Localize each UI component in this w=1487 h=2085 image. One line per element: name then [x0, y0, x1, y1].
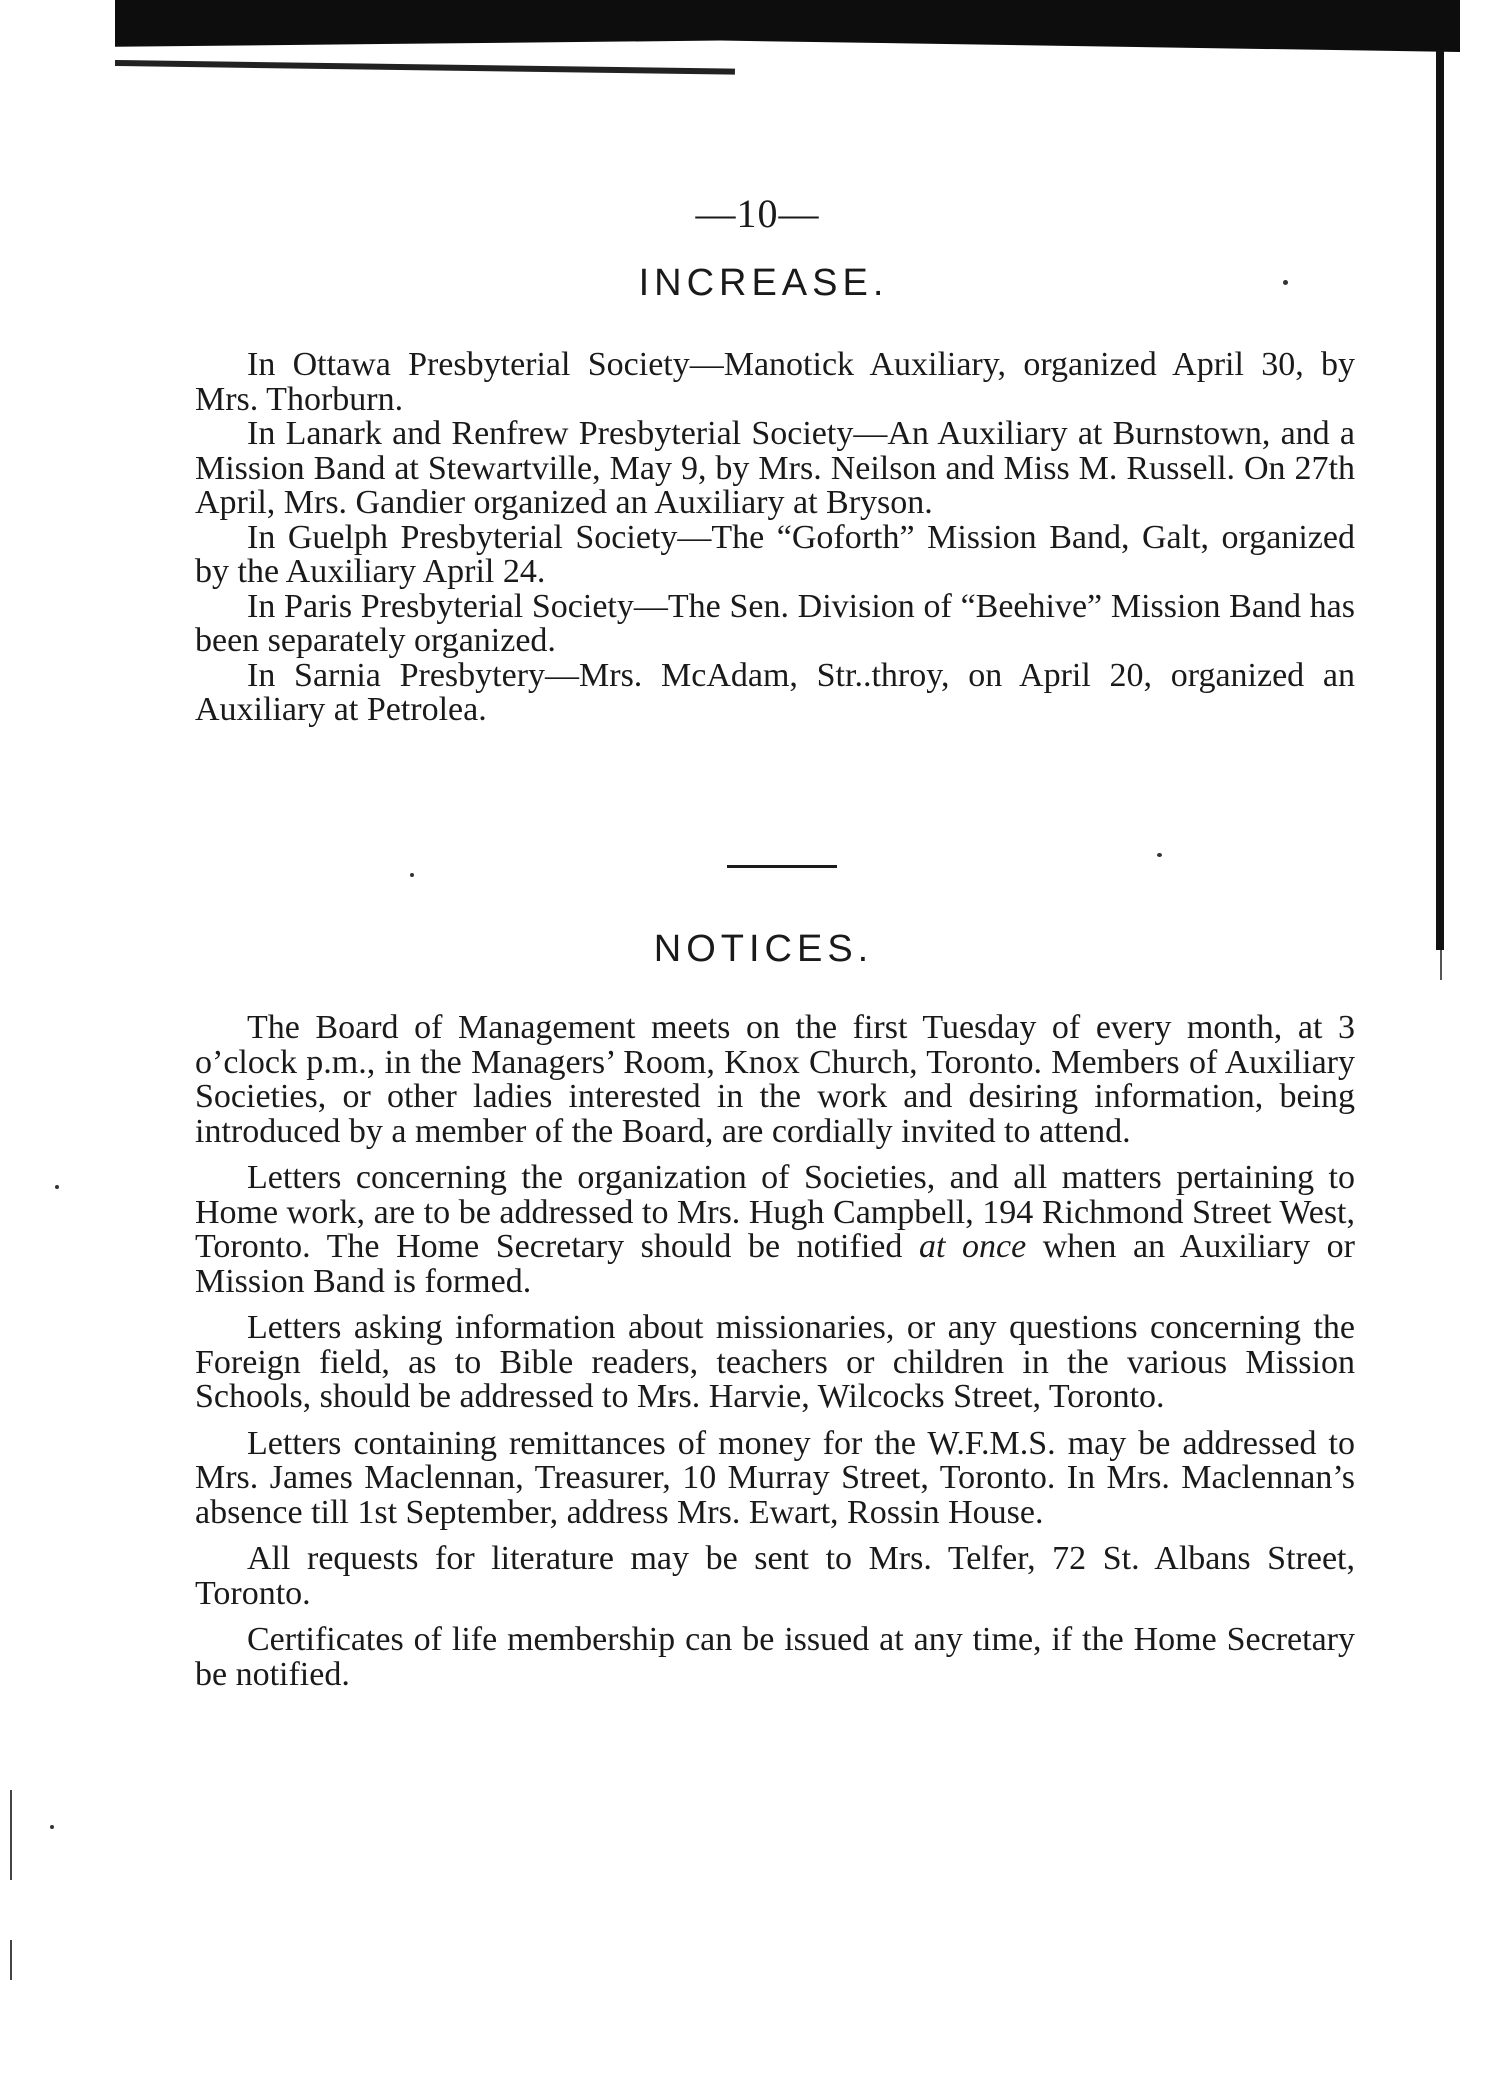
scan-right-edge	[1436, 50, 1444, 950]
page-number: —10—	[695, 191, 820, 236]
increase-entry: In Ottawa Presbyterial Society—Manotick Auxiliary, organized April 30, by Mrs. Thorburn.	[195, 346, 1355, 418]
notice-literature-requests: All requests for literature may be sent to Mrs. Telfer, 72 St. Albans Street, Toronto.	[195, 1540, 1355, 1612]
speck	[50, 1825, 54, 1829]
speck	[55, 1185, 59, 1189]
increase-entry: In Sarnia Presbytery—Mrs. McAdam, Str..throy, on April 20, organized an Auxiliary at Petrolea.	[195, 656, 1355, 728]
notice-remittances: Letters containing remittances of money for the W.F.M.S. may be addressed to Mrs. James Maclennan, Treasurer, 10 Murray Street, Toronto. In Mrs. Maclennan’s absence till 1st September, address Mrs. Ewart, Rossin House.	[195, 1424, 1355, 1531]
speck	[1157, 853, 1162, 857]
notices-section	[195, 1011, 1355, 1704]
notice-board-meetings: The Board of Management meets on the first Tuesday of every month, at 3 o’clock p.m., in the Managers’ Room, Knox Church, Toronto. Members of Auxiliary Societies, or other ladies interested in the work and desiring information, being introduced by a member of the Board, are cordially invited to attend.	[195, 1009, 1355, 1150]
margin-tick	[10, 1790, 12, 1880]
notice-life-membership: Certificates of life membership can be issued at any time, if the Home Secretary be notified.	[195, 1621, 1355, 1693]
notices-heading: NOTICES.	[653, 928, 874, 970]
notice-home-work-letters	[195, 1161, 1355, 1299]
increase-heading: INCREASE.	[638, 262, 889, 304]
notice-text: Letters concerning the organization of Societies, and all matters pertaining to Home work, are to be addressed to Mrs. Hugh Campbell, 194 Richmond Street West, Toronto. The Home Secretary should be notified	[195, 1159, 1355, 1265]
notice-foreign-field-letters: Letters asking information about missionaries, or any questions concerning the Foreign field, as to Bible readers, teachers or children in the various Mission Schools, should be addressed to Mrs. Harvie, Wilcocks Street, Toronto.	[195, 1309, 1355, 1415]
increase-section	[195, 348, 1355, 728]
section-divider	[727, 865, 837, 868]
scan-top-line	[115, 60, 735, 75]
increase-entry: In Guelph Presbyterial Society—The “Goforth” Mission Band, Galt, organized by the Auxiliary April 24.	[195, 518, 1355, 590]
speck	[410, 873, 414, 877]
scan-top-bar	[115, 0, 1460, 52]
increase-entry: In Lanark and Renfrew Presbyterial Society—An Auxiliary at Burnstown, and a Mission Band at Stewartville, May 9, by Mrs. Neilson and Miss M. Russell. On 27th April, Mrs. Gandier organized an Auxiliary at Bryson.	[195, 415, 1355, 521]
notice-text: when an Auxiliary or Mission Band is formed.	[195, 1228, 1355, 1300]
emphasis-text: at once	[918, 1228, 1027, 1265]
increase-entry: In Paris Presbyterial Society—The Sen. Division of “Beehive” Mission Band has been separately organized.	[195, 587, 1355, 659]
margin-tick	[10, 1940, 12, 1980]
